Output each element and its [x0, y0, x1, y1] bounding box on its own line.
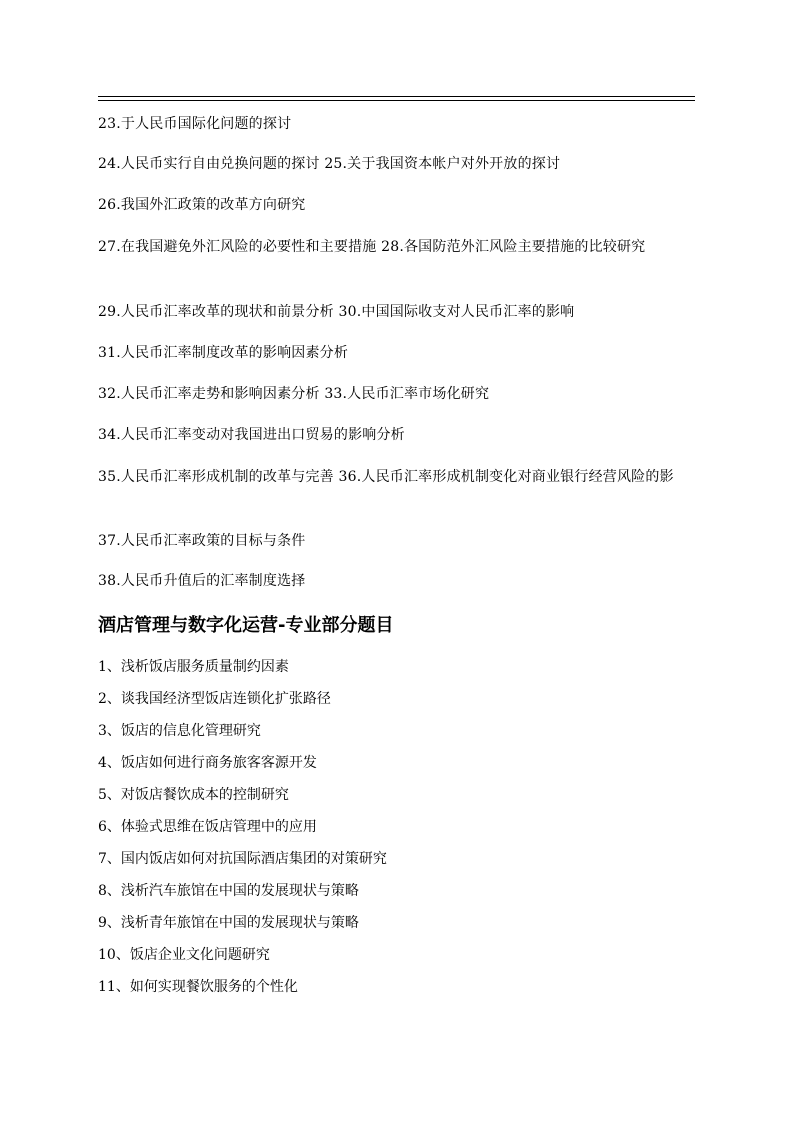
list-item: 1、浅析饭店服务质量制约因素 — [98, 659, 289, 675]
header-rule-bottom — [98, 100, 695, 101]
topic-paragraph — [98, 383, 698, 405]
list-item: 3、饭店的信息化管理研究 — [98, 723, 261, 739]
topic-text: 31.人民币汇率制度改革的影响因素分析 — [98, 345, 349, 361]
topic-text: 38.人民币升值后的汇率制度选择 — [98, 573, 306, 589]
list-item: 4、饭店如何进行商务旅客客源开发 — [98, 755, 317, 771]
list-item: 5、对饭店餐饮成本的控制研究 — [98, 787, 289, 803]
topic-paragraph — [98, 236, 698, 258]
list-item: 8、浅析汽车旅馆在中国的发展现状与策略 — [98, 883, 359, 899]
topic-text: 32.人民币汇率走势和影响因素分析 33.人民币汇率市场化研究 — [98, 386, 490, 402]
topic-text: 26.我国外汇政策的改革方向研究 — [98, 197, 306, 213]
list-item: 11、如何实现餐饮服务的个性化 — [98, 979, 298, 995]
topic-text: 27.在我国避免外汇风险的必要性和主要措施 28.各国防范外汇风险主要措施的比较研究 — [98, 239, 646, 255]
topic-text: 23.于人民币国际化问题的探讨 — [98, 116, 292, 132]
topic-paragraph — [98, 570, 698, 592]
topic-paragraph — [98, 194, 698, 216]
section-heading: 酒店管理与数字化运营-专业部分题目 — [98, 615, 394, 636]
topic-paragraph — [98, 113, 698, 135]
topic-paragraph — [98, 153, 698, 175]
topic-text: 35.人民币汇率形成机制的改革与完善 36.人民币汇率形成机制变化对商业银行经营风险的影 — [98, 469, 674, 485]
topic-text: 24.人民币实行自由兑换问题的探讨 25.关于我国资本帐户对外开放的探讨 — [98, 156, 561, 172]
topic-paragraph — [98, 424, 698, 446]
topic-text: 29.人民币汇率改革的现状和前景分析 30.中国国际收支对人民币汇率的影响 — [98, 304, 575, 320]
topic-text: 34.人民币汇率变动对我国进出口贸易的影响分析 — [98, 427, 405, 443]
list-item: 9、浅析青年旅馆在中国的发展现状与策略 — [98, 915, 359, 931]
list-item: 6、体验式思维在饭店管理中的应用 — [98, 819, 317, 835]
list-item: 10、饭店企业文化问题研究 — [98, 947, 270, 963]
topic-text: 37.人民币汇率政策的目标与条件 — [98, 533, 306, 549]
topic-paragraph — [98, 466, 698, 488]
list-item: 7、国内饭店如何对抗国际酒店集团的对策研究 — [98, 851, 387, 867]
header-rule-top — [98, 96, 695, 97]
topic-paragraph — [98, 342, 698, 364]
topic-paragraph — [98, 301, 698, 323]
list-item: 2、谈我国经济型饭店连锁化扩张路径 — [98, 691, 331, 707]
topic-paragraph — [98, 530, 698, 552]
